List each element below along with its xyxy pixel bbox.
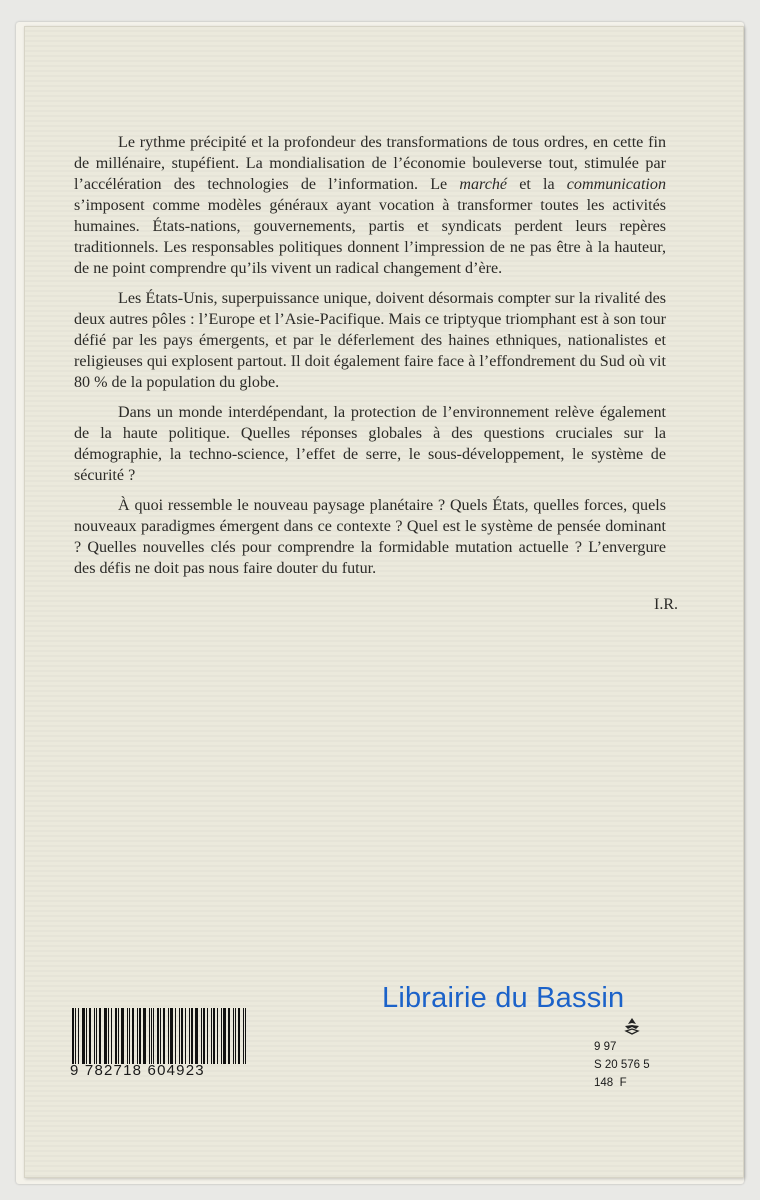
barcode-bar: [86, 1008, 87, 1064]
barcode-bar: [228, 1008, 230, 1064]
barcode-bar: [207, 1008, 208, 1064]
barcode-bar: [163, 1008, 165, 1064]
text-run: Dans un monde interdépendant, la protection de l’environnement relève également de la haute politique. Quelles réponses globales à des questions cruciales sur la démographie, la techno-science, l’effet de serre, le sous-développement, le système de sécurité ?: [74, 404, 666, 484]
barcode-bar: [78, 1008, 79, 1064]
barcode-bar: [108, 1008, 109, 1064]
italic-term: communication: [566, 176, 666, 193]
italic-term: marché: [459, 176, 508, 193]
barcode-bar: [132, 1008, 134, 1064]
isbn-number: 9 782718 604923: [70, 1062, 205, 1079]
barcode-bar: [89, 1008, 91, 1064]
barcode-bar: [99, 1008, 101, 1064]
barcode-bar: [217, 1008, 218, 1064]
publisher-logo-icon: [622, 1016, 642, 1036]
barcode-bar: [127, 1008, 128, 1064]
barcode-bar: [121, 1008, 124, 1064]
barcode-bar: [213, 1008, 215, 1064]
barcode-bar: [104, 1008, 107, 1064]
barcode-bar: [189, 1008, 190, 1064]
text-run: Le rythme précipité et la profondeur des transformations de tous ordres, en cette fin de millénaire, stupéfient. La mondialisation de l’économie bouleverse tout, stimulée par l’accélération des technologies de l’information. Le: [74, 134, 666, 193]
barcode-bar: [157, 1008, 159, 1064]
text-run: À quoi ressemble le nouveau paysage planétaire ? Quels États, quelles forces, quels nouveaux paradigmes émergent dans ce contexte ? Quel est le système de pensée dominant ? Quelles nouvelles clés pour comprendre la formidable mutation actuelle ? L’envergure des défis ne doit pas nous faire douter du futur.: [74, 497, 666, 577]
isbn-barcode: [72, 1008, 248, 1064]
barcode-bar: [245, 1008, 246, 1064]
paragraph: [74, 495, 666, 579]
barcode-bar: [129, 1008, 130, 1064]
barcode-bar: [175, 1008, 176, 1064]
paragraph: [74, 132, 666, 279]
barcode-bar: [139, 1008, 141, 1064]
barcode-bar: [243, 1008, 244, 1064]
barcode-bar: [238, 1008, 240, 1064]
author-initials: I.R.: [654, 596, 678, 613]
barcode-bar: [185, 1008, 186, 1064]
paragraph: [74, 402, 666, 486]
code-line: 9 97: [594, 1041, 617, 1053]
barcode-bar: [168, 1008, 169, 1064]
barcode-bar: [115, 1008, 117, 1064]
barcode-bar: [170, 1008, 173, 1064]
barcode-bar: [233, 1008, 234, 1064]
barcode-bar: [82, 1008, 85, 1064]
text-run: et la: [507, 176, 567, 193]
code-line: S 20 576 5: [594, 1059, 650, 1071]
barcode-bar: [143, 1008, 146, 1064]
barcode-bar: [94, 1008, 95, 1064]
barcode-bar: [137, 1008, 138, 1064]
barcode-bar: [179, 1008, 180, 1064]
barcode-bar: [181, 1008, 183, 1064]
text-run: s’imposent comme modèles généraux ayant vocation à transformer toutes les activités humaines. États-nations, gouvernements, partis et syndicats perdent leurs repères traditionnels. Les responsables politiques donnent l’impression de ne pas être à la hauteur, de ne point comprendre qu’ils vivent un radical changement d’ère.: [74, 197, 666, 277]
price-codes: [594, 1038, 650, 1092]
text-run: Les États-Unis, superpuissance unique, doivent désormais compter sur la rivalité des deux autres pôles : l’Europe et l’Asie-Pacifique. Mais ce triptyque triomphant est à son tour défié par les pays émergents, et par le déferlement des haines ethniques, nationalistes et religieuses qui explosent partout. Il doit également faire face à l’effondrement du Sud où vit 80 % de la population du globe.: [74, 290, 666, 391]
barcode-bar: [195, 1008, 198, 1064]
barcode-bar: [203, 1008, 205, 1064]
barcode-bar: [201, 1008, 202, 1064]
barcode-bar: [149, 1008, 150, 1064]
bookstore-watermark: Librairie du Bassin: [382, 982, 625, 1014]
barcode-bar: [191, 1008, 193, 1064]
barcode-bar: [223, 1008, 226, 1064]
paragraph: [74, 288, 666, 393]
barcode-bar: [160, 1008, 161, 1064]
code-line: 148 F: [594, 1077, 627, 1089]
barcode-bar: [211, 1008, 212, 1064]
blurb-text: [74, 132, 666, 588]
barcode-bar: [221, 1008, 222, 1064]
barcode-bar: [75, 1008, 76, 1064]
barcode-bar: [151, 1008, 152, 1064]
barcode-bar: [118, 1008, 119, 1064]
barcode-bar: [235, 1008, 236, 1064]
barcode-bar: [111, 1008, 112, 1064]
barcode-bar: [153, 1008, 154, 1064]
barcode-bar: [72, 1008, 74, 1064]
barcode-bar: [96, 1008, 97, 1064]
